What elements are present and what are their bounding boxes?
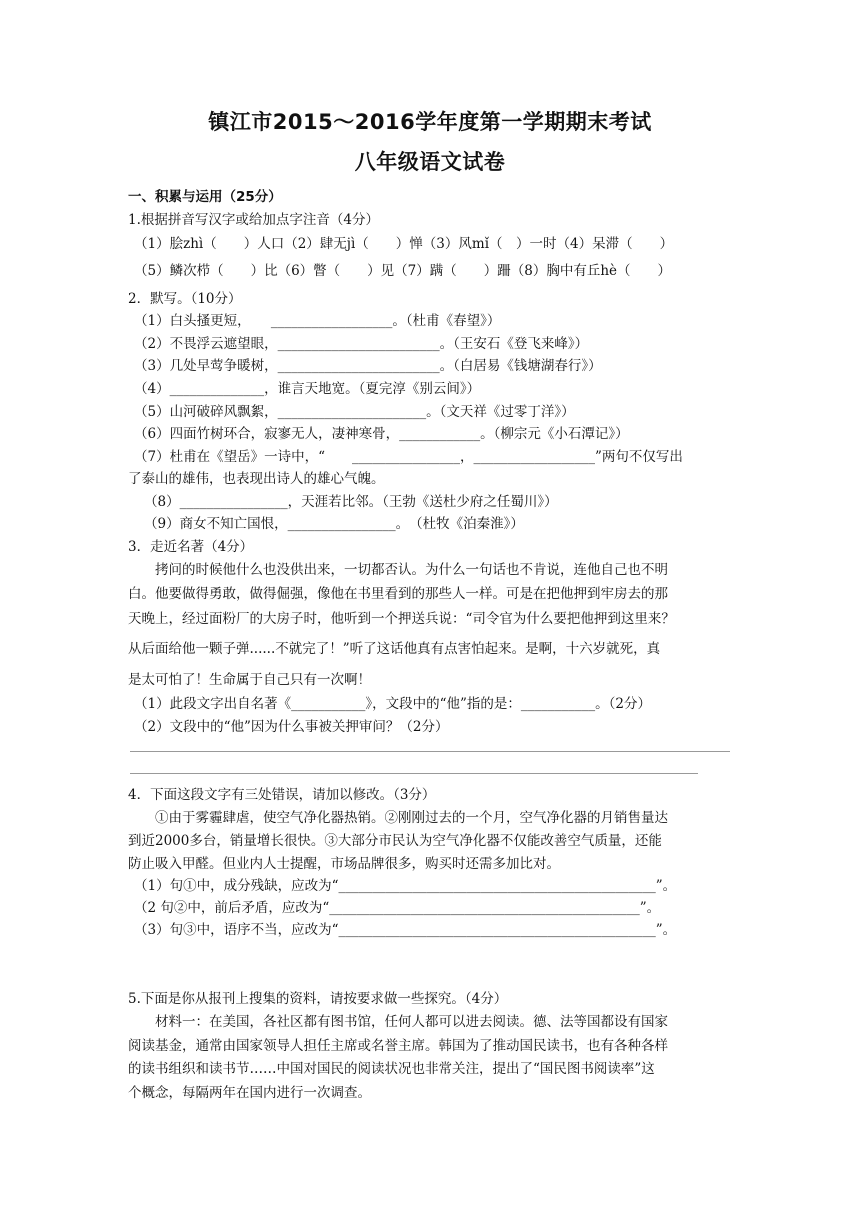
answer-line-2: [130, 773, 698, 774]
passage-4-line-2: 到近2000多台，销量增长很快。③大部分市民认为空气净化器不仅能改善空气质量，还能: [128, 833, 662, 849]
passage-3-line-1: 拷问的时候他什么也没供出来，一切都否认。为什么一句话也不肯说，连他自己也不明: [128, 562, 668, 578]
section-1-heading: 一、积累与运用（25分）: [128, 189, 282, 205]
question-2-item-4: （4）______________，谁言天地宽。（夏完淳《别云间》）: [134, 381, 481, 397]
passage-3-line-4: 从后面给他一颗子弹......不就完了！”听了这话他真有点害怕起来。是啊，十六岁就死，真: [128, 641, 661, 657]
question-1-prompt: 1.根据拼音写汉字或给加点字注音（4分）: [128, 212, 379, 228]
question-1-line-1: （1）脍zhì（ ）人口（2）肆无jì（ ）惮（3）风mǐ（ ）一时（4）呆滞（ ）: [134, 236, 674, 252]
material-1-line-1: 材料一：在美国，各社区都有图书馆，任何人都可以进去阅读。德、法等国都设有国家: [128, 1014, 668, 1030]
question-2-item-2: （2）不畏浮云遮望眼，________________________。（王安石《登飞来峰》）: [134, 336, 589, 352]
passage-3-line-2: 白。他要做得勇敢，做得倔强，像他在书里看到的那些人一样。可是在把他押到牢房去的那: [128, 586, 668, 602]
answer-line-1: [130, 751, 730, 752]
exam-title: 镇江市2015～2016学年度第一学期期末考试: [208, 110, 652, 134]
question-4-prompt: 4．下面这段文字有三处错误，请加以修改。（3分）: [128, 787, 436, 803]
question-2-item-9: （9）商女不知亡国恨，________________。 （杜牧《泊秦淮》）: [144, 516, 524, 532]
question-5-prompt: 5.下面是你从报刊上搜集的资料，请按要求做一些探究。（4分）: [128, 991, 508, 1007]
question-4-sub-2: （2 句②中，前后矛盾，应改为“______________________________________________”。: [134, 900, 661, 916]
question-2-item-7: （7）杜甫在《望岳》一诗中，“ ________________，__________________”两句不仅写出: [134, 449, 683, 465]
question-4-sub-3: （3）句③中，语序不当，应改为“_______________________________________________”。: [134, 922, 677, 938]
passage-4-line-1: ①由于雾霾肆虐，使空气净化器热销。②刚刚过去的一个月，空气净化器的月销售量达: [128, 810, 668, 826]
question-3-sub-2: （2）文段中的“他”因为什么事被关押审问？（2分）: [134, 719, 449, 735]
question-3-sub-1: （1）此段文字出自名著《___________》，文段中的“他”指的是：___________。（2分）: [134, 696, 651, 712]
passage-3-line-3: 天晚上，经过面粉厂的大房子时，他听到一个押送兵说：“司令官为什么要把他押到这里来？: [128, 611, 675, 627]
question-2-item-1: （1）白头搔更短， __________________。（杜甫《春望》）: [134, 313, 501, 329]
question-4-sub-1: （1）句①中，成分残缺，应改为“_______________________________________________”。: [134, 878, 677, 894]
material-1-line-3: 的读书组织和读书节……中国对国民的阅读状况也非常关注，提出了“国民图书阅读率”这: [128, 1061, 655, 1077]
question-2-item-8: （8）________________，天涯若比邻。（王勃《送杜少府之任蜀川》）: [144, 494, 558, 510]
exam-subtitle: 八年级语文试卷: [354, 150, 506, 174]
question-2-prompt: 2．默写。（10分）: [128, 291, 242, 307]
question-2-item-3: （3）几处早莺争暖树，________________________。（白居易《钱塘湖春行》）: [134, 358, 602, 374]
question-2-item-7-cont: 了泰山的雄伟，也表现出诗人的雄心气魄。: [128, 471, 385, 487]
question-2-item-5: （5）山河破碎风飘絮，______________________。（文天祥《过零丁洋》）: [134, 404, 575, 420]
question-1-line-2: （5）鳞次栉（ ）比（6）瞥（ ）见（7）蹒（ ）跚（8）胸中有丘hè（ ）: [134, 263, 672, 279]
material-1-line-4: 个概念，每隔两年在国内进行一次调查。: [128, 1085, 371, 1101]
question-2-item-6: （6）四面竹树环合，寂寥无人，凄神寒骨，____________。（柳宗元《小石潭记》）: [134, 426, 629, 442]
passage-4-line-3: 防止吸入甲醛。但业内人士提醒，市场品牌很多，购买时还需多加比对。: [128, 856, 560, 872]
passage-3-line-5: 是太可怕了！生命属于自己只有一次啊！: [128, 672, 371, 688]
material-1-line-2: 阅读基金，通常由国家领导人担任主席或名誉主席。韩国为了推动国民读书，也有各种各样: [128, 1038, 668, 1054]
question-3-prompt: 3．走近名著（4分）: [128, 539, 254, 555]
